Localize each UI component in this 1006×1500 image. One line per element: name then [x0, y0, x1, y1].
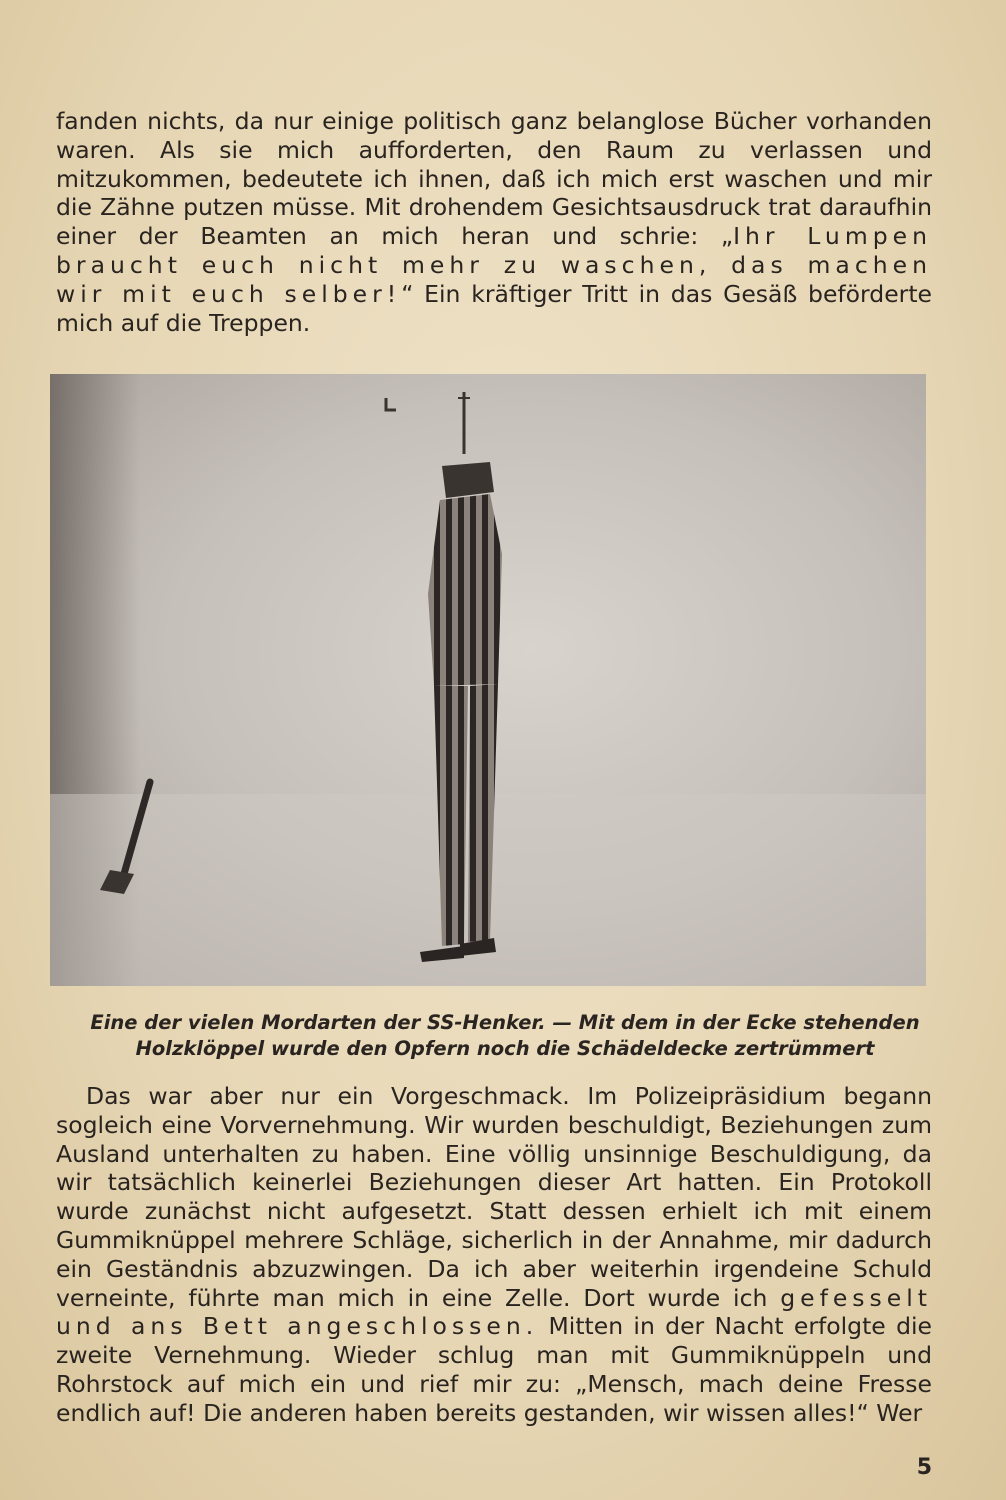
emphasized-spaced-text: Ihr Lumpen braucht euch nicht mehr zu waschen, das machen wir mit euch selber! [56, 222, 932, 308]
text-segment: fanden nichts, da nur einige politisch ganz belanglose Bücher vorhanden waren. Als sie mich aufforderten, den Raum zu verlassen und mitzukommen, bedeutete ich ihnen, daß ich mich erst waschen und mir die Zähne putzen müsse. Mit drohendem Gesichtsausdruck trat daraufhin einer der Beamten an mich heran und schrie: „ [56, 107, 932, 251]
caption-line-2: Holzklöppel wurde den Opfern noch die Schädeldecke zertrümmert [135, 1037, 875, 1060]
photograph-hanged-prisoner [50, 374, 926, 986]
emphasized-spaced-text: gefesselt und ans Bett angeschlossen. [56, 1283, 932, 1341]
photo-caption [40, 1010, 970, 1062]
caption-line-1: Eine der vielen Mordarten der SS-Henker. — Mit dem in der Ecke stehenden [90, 1011, 920, 1034]
text-segment: Das war aber nur ein Vorgeschmack. Im Polizeipräsidium begann sogleich eine Vorvernehmung. Wir wurden beschuldigt, Beziehungen zum Ausland unterhalten zu haben. Eine völlig unsinnige Beschuldigung, da wir tatsächlich keinerlei Beziehungen dieser Art hatten. Ein Protokoll wurde zunächst nicht aufgesetzt. Statt dessen erhielt ich mit einem Gummiknüppel mehrere Schläge, sicherlich in der Annahme, mir dadurch ein Geständnis abzuzwingen. Da ich aber weiterhin irgendeine Schuld verneinte, führte man mich in eine Zelle. Dort wurde ich [56, 1082, 932, 1312]
text-segment: Mitten in der Nacht erfolgte die zweite Vernehmung. Wieder schlug man mit Gummiknüppeln und Rohrstock auf mich ein und rief mir zu: „Mensch, mach deine Fresse endlich auf! Die anderen haben bereits gestanden, wir wissen alles!“ Wer [56, 1312, 932, 1427]
page-number: 5 [916, 1455, 932, 1480]
body-paragraph-top [56, 107, 932, 337]
text-segment: “ Ein kräftiger Tritt in das Gesäß beförderte mich auf die Treppen. [56, 279, 933, 337]
body-paragraph-bottom [56, 1082, 932, 1428]
